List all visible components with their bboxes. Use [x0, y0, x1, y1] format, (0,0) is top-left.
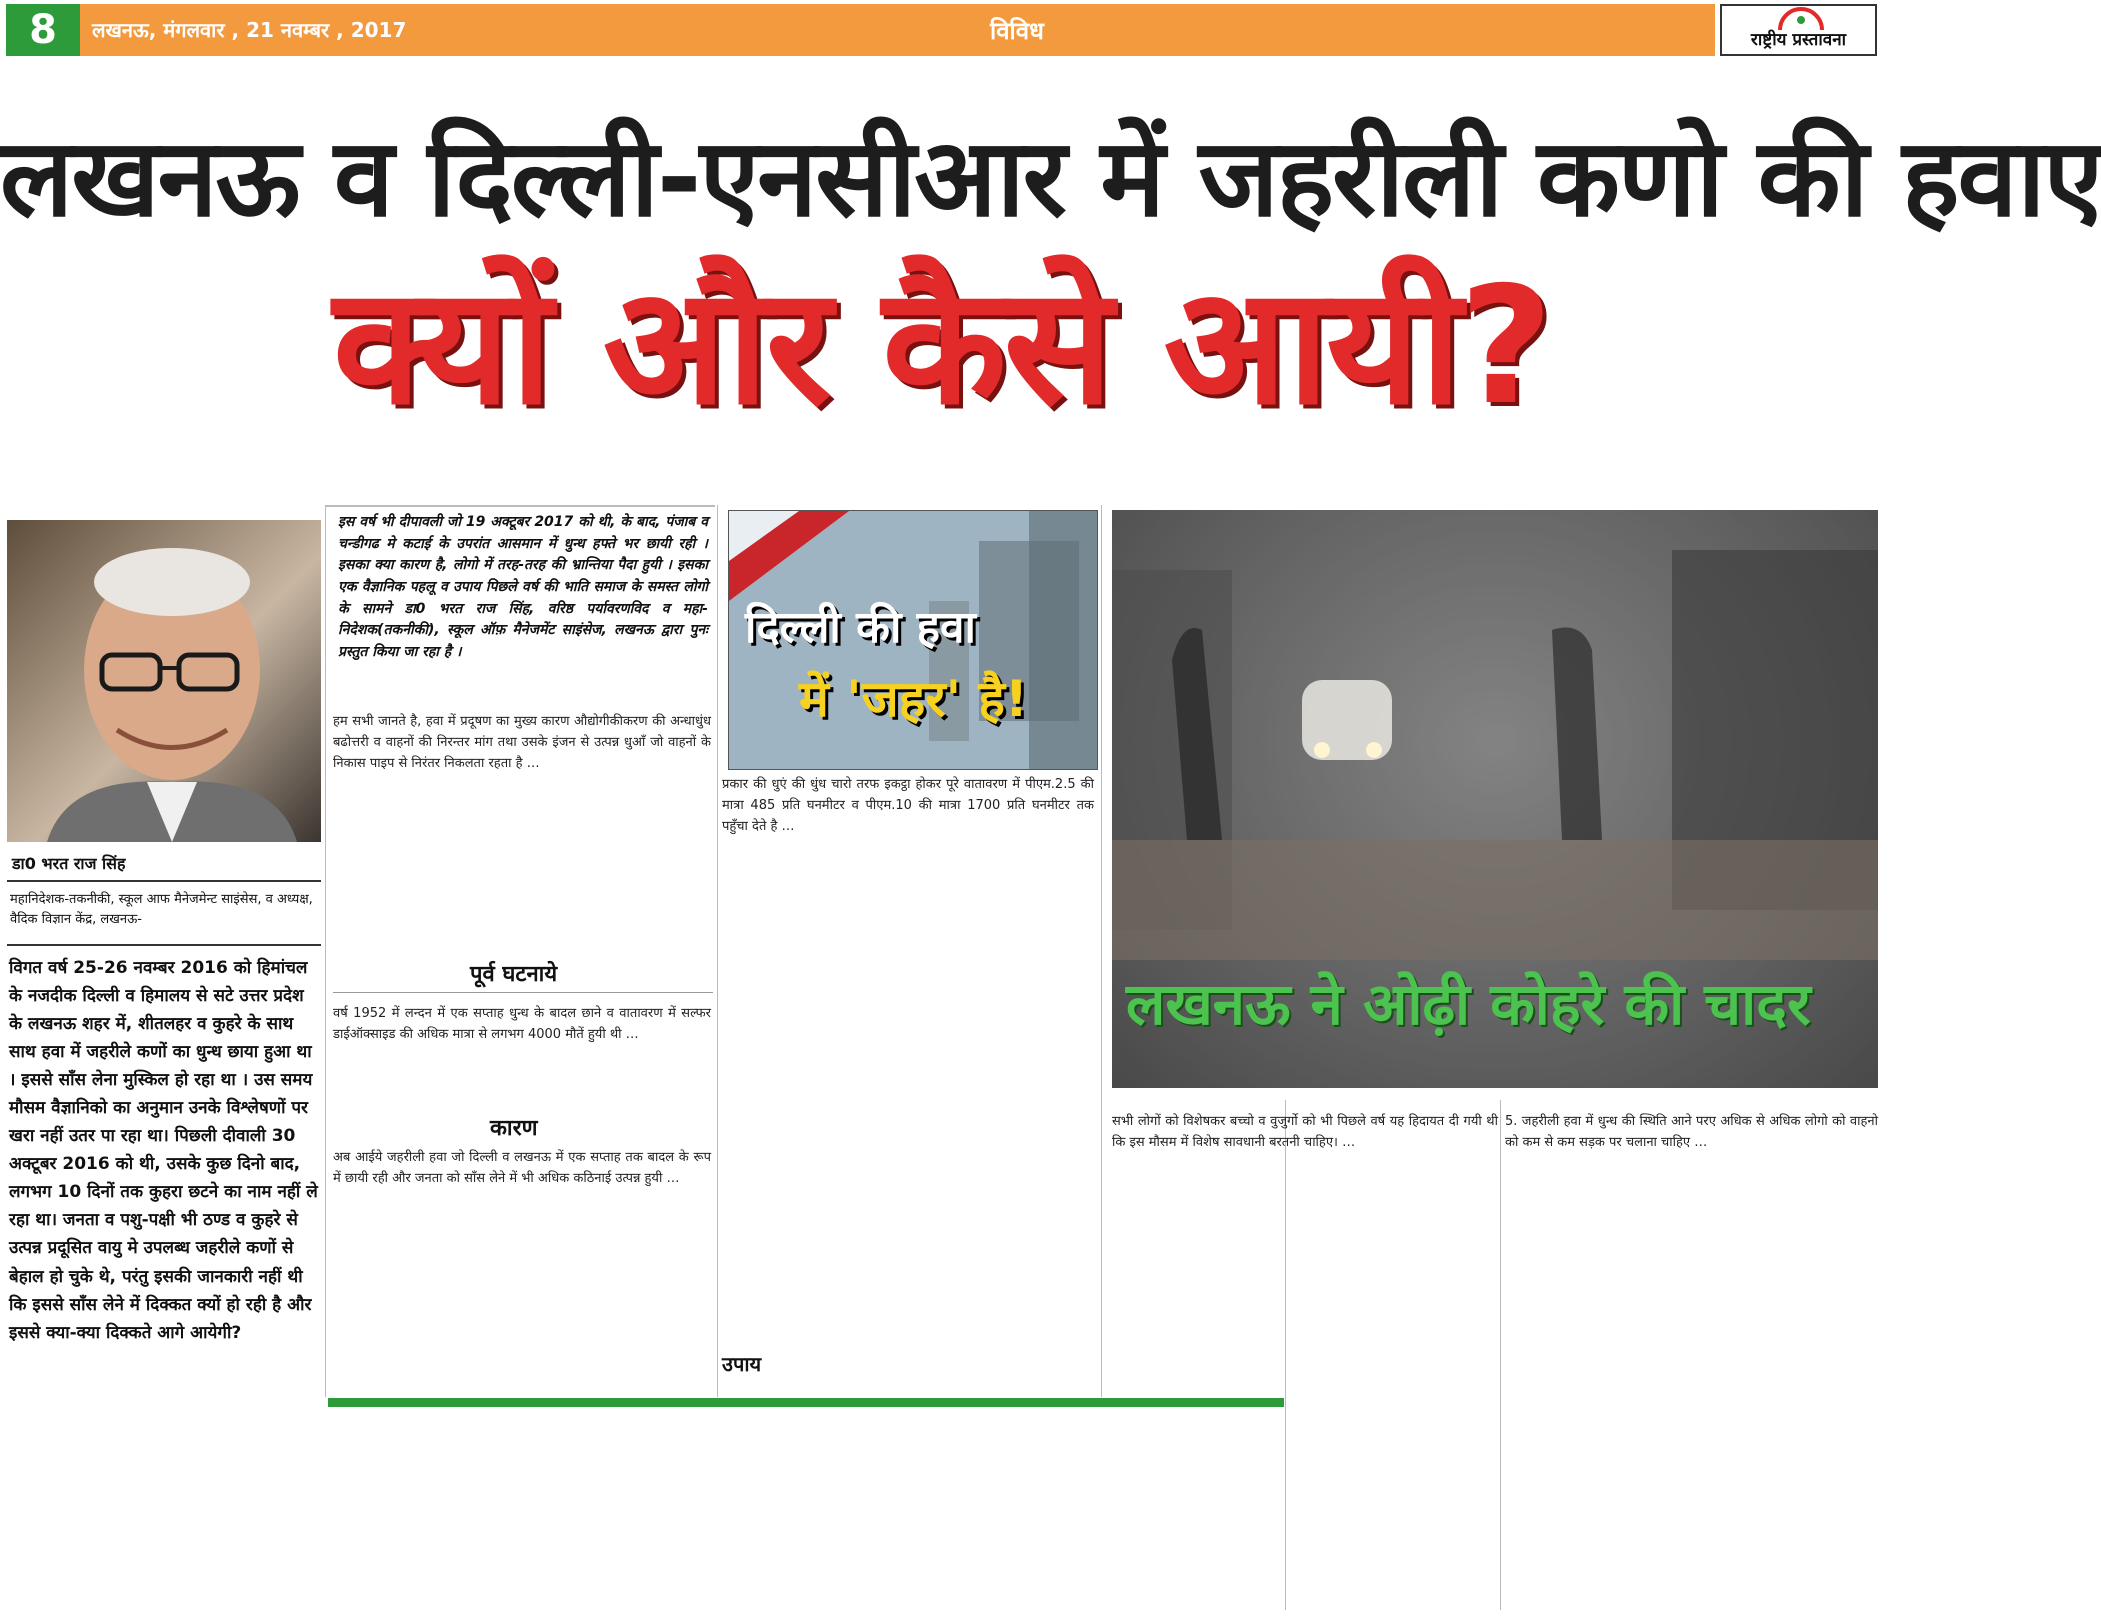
- column-rule: [717, 505, 718, 1397]
- section-heading: कारण: [490, 1116, 538, 1141]
- column-rule: [1285, 1100, 1286, 1610]
- divider: [333, 992, 713, 993]
- headline-line-1: लखनऊ व दिल्ली-एनसीआर में जहरीली कणो की हवाए: [0, 116, 2101, 241]
- page-number: 8: [6, 4, 80, 56]
- masthead-logo: [1720, 4, 1877, 56]
- dateline: लखनऊ, मंगलवार , 21 नवम्बर , 2017: [92, 18, 407, 42]
- fog-photo: [1112, 510, 1878, 1088]
- headline-line-2: क्यों और कैसे आयी?: [332, 253, 1551, 441]
- delhi-box-subtitle: में 'जहर' है!: [799, 670, 1028, 728]
- author-portrait: [7, 520, 321, 842]
- column-rule: [1101, 505, 1102, 1397]
- column-rule: [1500, 1100, 1501, 1610]
- section-title: विविध: [990, 17, 1044, 45]
- body-paragraph: हम सभी जानते है, हवा में प्रदूषण का मुख्य कारण औद्योगीकीकरण की अन्धाधुंध बढोत्तरी व वाहनों की निरन्तर मांग तथा उसके इंजन से उत्पन्न धुआँ जो वाहनों के निकास पाइप से निरंतर निकलता रहता है …: [333, 714, 711, 771]
- body-paragraph: प्रकार की धुएं की धुंध चारो तरफ इकट्ठा होकर पूरे वातावरण में पीएम.2.5 की मात्रा 485 प्रति घनमीटर व पीएम.10 की मात्रा 1700 प्रति घनमीटर तक पहुँचा देते है …: [722, 777, 1094, 834]
- body-paragraph: अब आईये जहरीली हवा जो दिल्ली व लखनऊ में एक सप्ताह तक बादल के रूप में छायी रही और जनता को साँस लेने में भी अधिक कठिनाई उत्पन्न हुयी …: [333, 1150, 711, 1186]
- author-designation: महानिदेशक-तकनीकी, स्कूल आफ मैनेजमेन्ट साइंसेस, व अध्यक्ष, वैदिक विज्ञान केंद्र, लखनऊ-: [10, 892, 313, 927]
- green-divider-bar: [328, 1398, 1284, 1407]
- delhi-box-title: दिल्ली की हवा: [745, 602, 976, 653]
- portrait-figure-icon: [7, 520, 321, 842]
- body-paragraph: सभी लोगों को विशेषकर बच्चो व वुजुर्गो को भी पिछले वर्ष यह हिदायत दी गयी थी कि इस मौसम में विशेष सावधानी बरतनी चाहिए। …: [1112, 1114, 1498, 1150]
- column-rule: [325, 505, 326, 1397]
- body-paragraph: वर्ष 1952 में लन्दन में एक सप्ताह धुन्ध के बादल छाने व वातावरण में सल्फर डाईऑक्साइड की अधिक मात्रा से लगभग 4000 मौतें हुयी थी …: [333, 1006, 711, 1042]
- body-paragraph: 5. जहरीली हवा में धुन्ध की स्थिति आने परए अधिक से अधिक लोगो को वाहनो को कम से कम सड़क पर चलाना चाहिए …: [1505, 1114, 1878, 1150]
- logo-text: राष्ट्रीय प्रस्तावना: [1750, 30, 1847, 50]
- divider: [325, 505, 715, 507]
- section-heading: पूर्व घटनाये: [470, 962, 558, 987]
- intro-paragraph: इस वर्ष भी दीपावली जो 19 अक्टूबर 2017 को थी, के बाद, पंजाब व चन्डीगढ मे कटाई के उपरांत आसमान में धुन्ध हफ्ते भर छायी रही । इसका क्या कारण है, लोगो में तरह-तरह की भ्रान्तिया पैदा हुयी । इसका एक वैज्ञानिक पहलू व उपाय पिछले वर्ष की भाति समाज के समस्त लोगो के सामने डा0 भरत राज सिंह, वरिष्ठ पर्यावरणविद व महा-निदेशक(तकनीकी), स्कूल ऑफ़ मैनेजमेंट साइंसेज, लखनऊ द्वारा पुनः प्रस्तुत किया जा रहा है ।: [338, 514, 708, 661]
- section-heading: उपाय: [722, 1352, 762, 1376]
- divider: [7, 944, 321, 946]
- delhi-air-image: [728, 510, 1098, 770]
- divider: [7, 880, 321, 882]
- author-name: डा0 भरत राज सिंह: [12, 854, 126, 873]
- fog-photo-caption: लखनऊ ने ओढ़ी कोहरे की चादर: [1126, 970, 1811, 1038]
- lead-paragraph: विगत वर्ष 25-26 नवम्बर 2016 को हिमांचल के नजदीक दिल्ली व हिमालय से सटे उत्तर प्रदेश के लखनऊ शहर में, शीतलहर व कुहरे के साथ साथ हवा में जहरीले कणों का धुन्ध छाया हुआ था । इससे साँस लेना मुस्किल हो रहा था । उस समय मौसम वैज्ञानिको का अनुमान उनके विश्लेषणों पर खरा नहीं उतर पा रहा था। पिछली दीवाली 30 अक्टूबर 2016 को थी, उसके कुछ दिनो बाद, लगभग 10 दिनों तक कुहरा छटने का नाम नहीं ले रहा था। जनता व पशु-पक्षी भी ठण्ड व कुहरे से उत्पन्न प्रदूसित वायु मे उपलब्ध जहरीले कणों से बेहाल हो चुके थे, परंतु इसकी जानकारी नहीं थी कि इससे साँस लेने में दिक्कत क्यों हो रही है और इससे क्या-क्या दिक्कते आगे आयेगी?: [9, 958, 318, 1343]
